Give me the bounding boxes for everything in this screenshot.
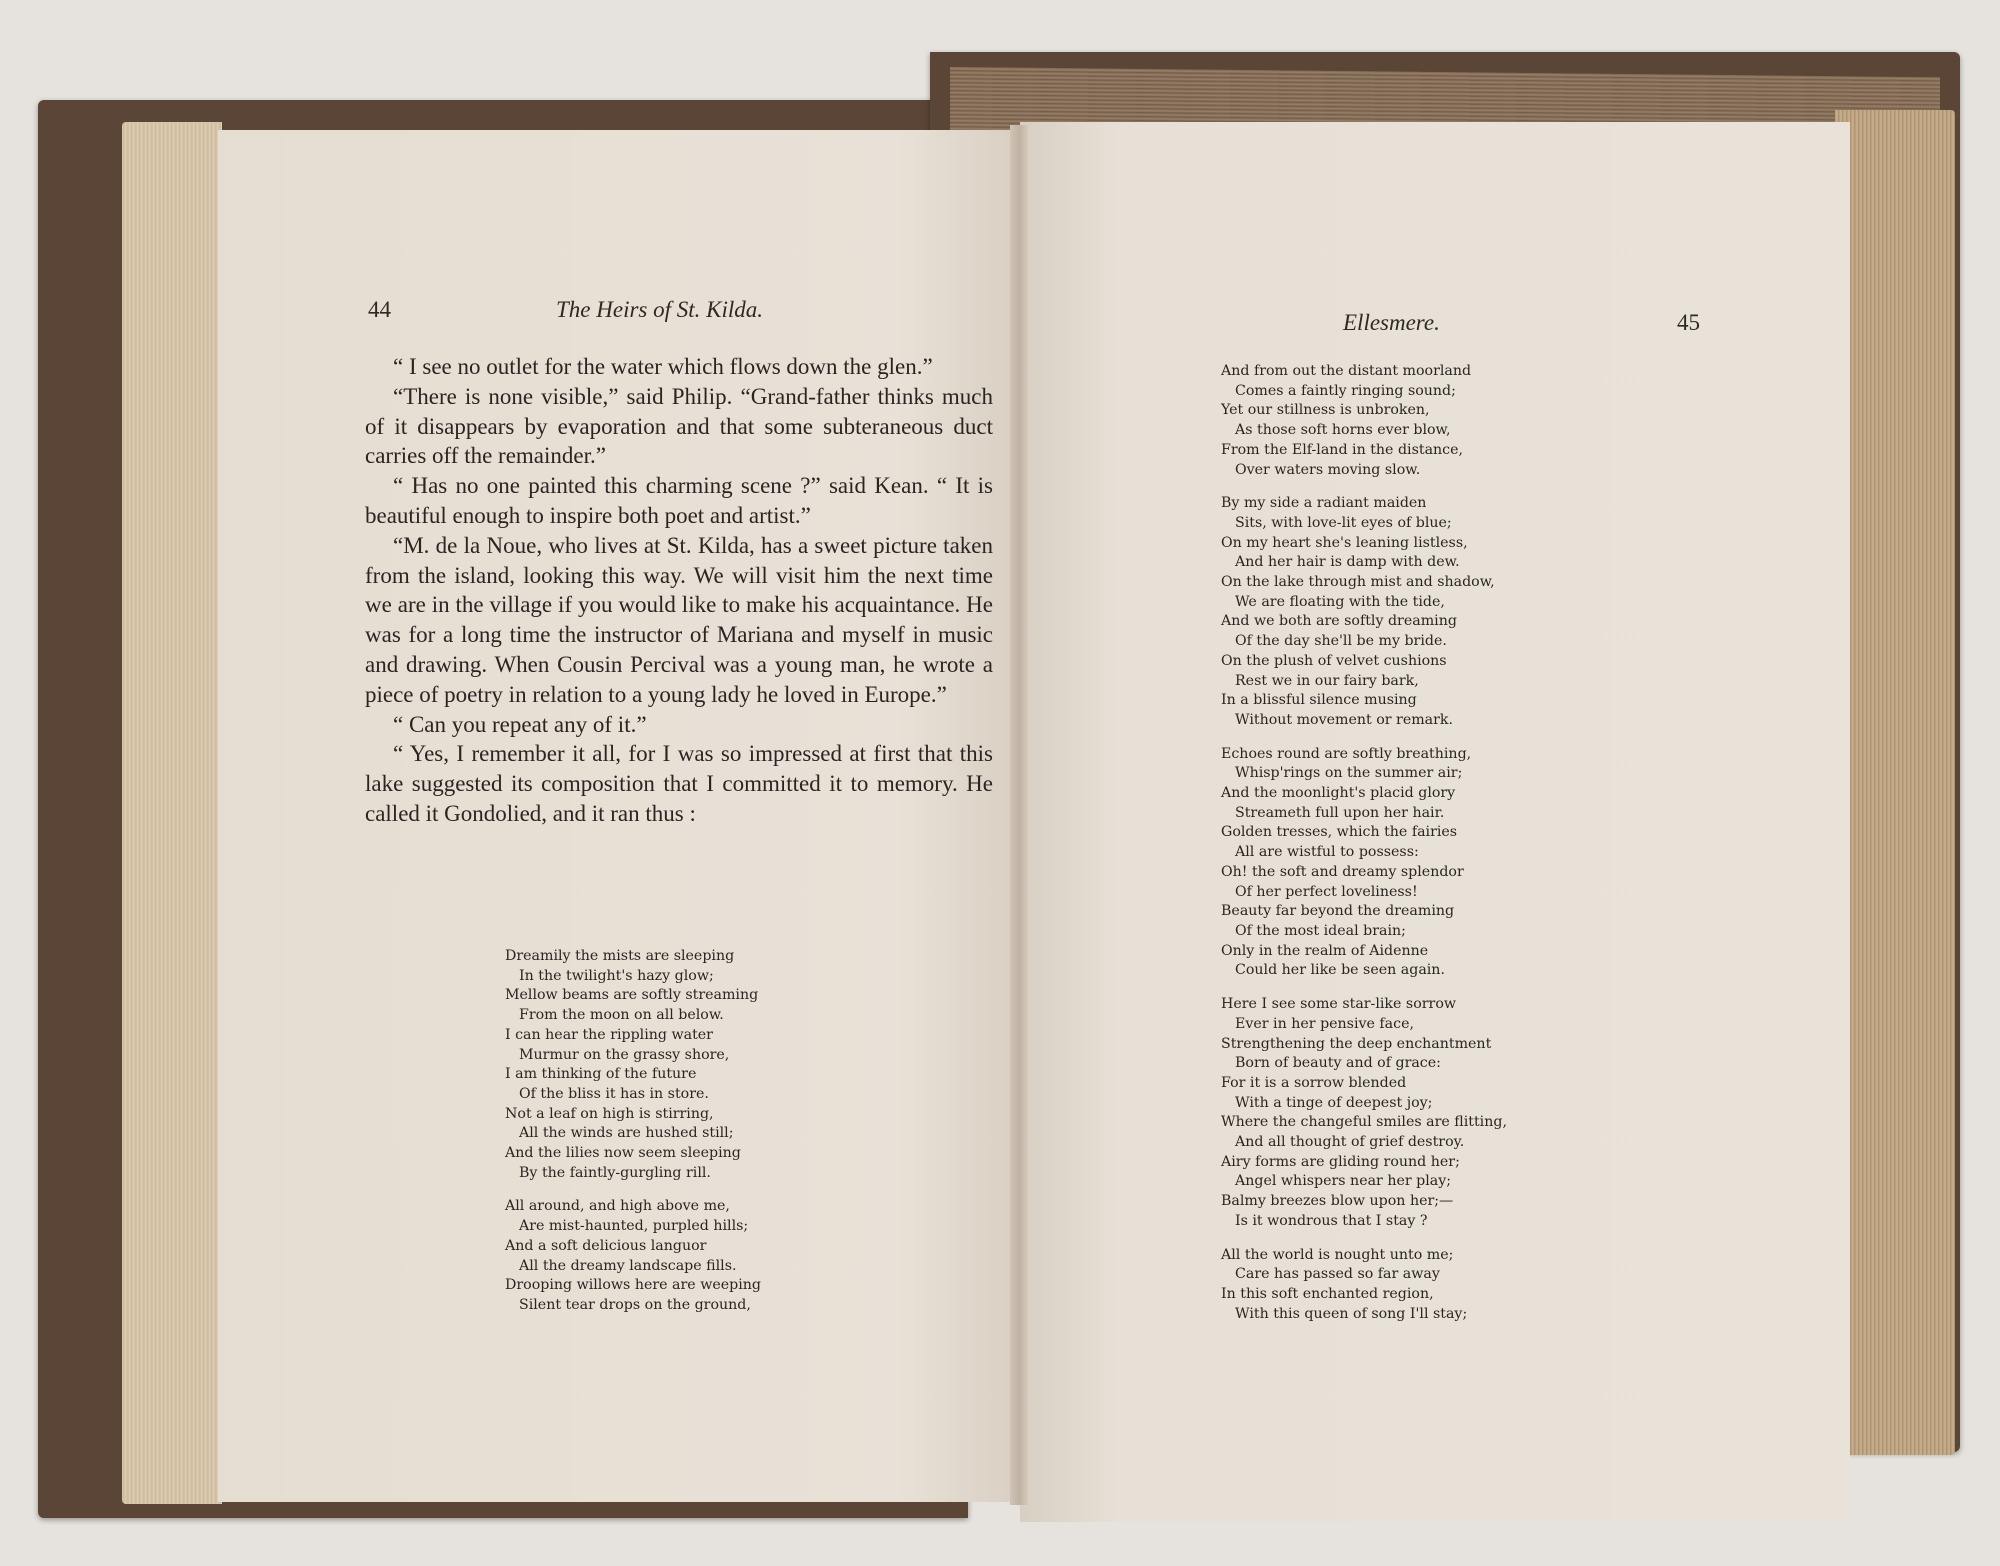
poem-line: Without movement or remark.: [1235, 711, 1454, 728]
poem-line: From the moon on all below.: [519, 1007, 724, 1024]
poem-stanza: [1221, 1246, 1507, 1325]
poem-line: Comes a faintly ringing sound;: [1235, 382, 1456, 399]
poem-line: Sits, with love-lit eyes of blue;: [1235, 514, 1452, 531]
left-prose: [365, 352, 993, 829]
poem-line: And the lilies now seem sleeping: [505, 1145, 741, 1162]
paragraph: “There is none visible,” said Philip. “Grand-father thinks much of it disappears by evaporation and that some subteraneous duct carries off the remainder.”: [365, 383, 993, 469]
poem-line: As those soft horns ever blow,: [1235, 422, 1451, 439]
poem-line: And the moonlight's placid glory: [1221, 785, 1456, 802]
poem-stanza: [1221, 995, 1507, 1231]
right-running-title: Ellesmere.: [1343, 310, 1440, 335]
poem-line: Angel whispers near her play;: [1235, 1173, 1452, 1190]
poem-line: All the dreamy landscape fills.: [519, 1257, 737, 1274]
poem-line: With this queen of song I'll stay;: [1235, 1305, 1468, 1322]
poem-line: On the lake through mist and shadow,: [1221, 574, 1495, 591]
poem-line: All the winds are hushed still;: [519, 1125, 734, 1142]
poem-line: And we both are softly dreaming: [1221, 613, 1457, 630]
paragraph: “ Can you repeat any of it.”: [393, 711, 647, 737]
paragraph: “M. de la Noue, who lives at St. Kilda, has a sweet picture taken from the island, looking this way. We will visit him the next time we are in the village if you would like to make his acquaintance. He was for a long time the instructor of Mariana and myself in music and drawing. When Cousin Percival was a young man, he wrote a piece of poetry in relation to a young lady he loved in Europe.”: [365, 532, 993, 707]
poem-line: From the Elf-land in the distance,: [1221, 441, 1464, 458]
right-page-number: 45: [1677, 310, 1700, 335]
poem-line: Balmy breezes blow upon her;—: [1221, 1193, 1454, 1210]
paragraph: “ I see no outlet for the water which flows down the glen.”: [393, 354, 933, 379]
right-poem: [1221, 362, 1507, 1324]
poem-line: Here I see some star-like sorrow: [1221, 996, 1457, 1013]
poem-line: Of the most ideal brain;: [1235, 922, 1406, 939]
page-edges-right: [1835, 110, 1955, 1455]
poem-stanza: [1221, 494, 1507, 730]
page-edges-left: [122, 122, 222, 1504]
poem-line: In this soft enchanted region,: [1221, 1285, 1434, 1302]
poem-line: Golden tresses, which the fairies: [1221, 824, 1458, 841]
paragraph: “ Yes, I remember it all, for I was so impressed at first that this lake suggested its composition that I committed it to memory. He called it Gondolied, and it ran thus :: [365, 741, 993, 826]
poem-line: All are wistful to possess:: [1235, 844, 1419, 861]
poem-line: With a tinge of deepest joy;: [1235, 1094, 1433, 1111]
poem-line: Of her perfect loveliness!: [1235, 883, 1418, 900]
poem-line: I can hear the rippling water: [505, 1026, 713, 1043]
poem-line: Over waters moving slow.: [1235, 461, 1421, 478]
poem-stanza: [1221, 745, 1507, 981]
poem-line: All the world is nought unto me;: [1221, 1246, 1454, 1263]
poem-line: On the plush of velvet cushions: [1221, 652, 1447, 669]
paragraph: “ Has no one painted this charming scene ?” said Kean. “ It is beautiful enough to inspire both poet and artist.”: [365, 473, 993, 528]
left-running-title: The Heirs of St. Kilda.: [556, 297, 764, 322]
poem-line: Yet our stillness is unbroken,: [1221, 402, 1430, 419]
poem-line: Airy forms are gliding round her;: [1221, 1153, 1460, 1170]
poem-line: In a blissful silence musing: [1221, 692, 1417, 709]
poem-line: Strengthening the deep enchantment: [1221, 1035, 1492, 1052]
poem-line: Silent tear drops on the ground,: [519, 1296, 751, 1313]
poem-line: Streameth full upon her hair.: [1235, 804, 1445, 821]
poem-line: Are mist-haunted, purpled hills;: [519, 1218, 749, 1235]
poem-line: Where the changeful smiles are flitting,: [1221, 1114, 1507, 1131]
poem-line: Ever in her pensive face,: [1235, 1015, 1414, 1032]
poem-line: For it is a sorrow blended: [1221, 1074, 1407, 1091]
poem-line: Not a leaf on high is stirring,: [505, 1105, 714, 1122]
poem-line: Beauty far beyond the dreaming: [1221, 903, 1455, 920]
poem-stanza: [505, 1197, 761, 1315]
poem-line: Is it wondrous that I stay ?: [1235, 1212, 1428, 1229]
book-gutter: [1010, 125, 1028, 1505]
poem-line: Mellow beams are softly streaming: [505, 987, 759, 1004]
poem-line: Of the day she'll be my bride.: [1235, 633, 1447, 650]
left-poem: [505, 947, 761, 1316]
poem-line: Of the bliss it has in store.: [519, 1085, 709, 1102]
poem-line: On my heart she's leaning listless,: [1221, 534, 1468, 551]
poem-line: Rest we in our fairy bark,: [1235, 672, 1419, 689]
left-page-number: 44: [368, 297, 391, 322]
poem-line: Could her like be seen again.: [1235, 962, 1445, 979]
poem-stanza: [505, 947, 761, 1183]
poem-line: By the faintly-gurgling rill.: [519, 1164, 711, 1181]
poem-line: Drooping willows here are weeping: [505, 1277, 761, 1294]
poem-line: And all thought of grief destroy.: [1235, 1134, 1465, 1151]
poem-stanza: [1221, 362, 1507, 480]
poem-line: And a soft delicious languor: [505, 1237, 707, 1254]
poem-line: Care has passed so far away: [1235, 1266, 1440, 1283]
poem-line: By my side a radiant maiden: [1221, 495, 1427, 512]
poem-line: All around, and high above me,: [505, 1198, 730, 1215]
poem-line: Only in the realm of Aidenne: [1221, 942, 1429, 959]
poem-line: Born of beauty and of grace:: [1235, 1055, 1441, 1072]
poem-line: And her hair is damp with dew.: [1235, 554, 1460, 571]
poem-line: We are floating with the tide,: [1235, 593, 1445, 610]
poem-line: Whisp'rings on the summer air;: [1235, 765, 1463, 782]
poem-line: And from out the distant moorland: [1221, 363, 1472, 379]
poem-line: I am thinking of the future: [505, 1066, 697, 1083]
poem-line: Dreamily the mists are sleeping: [505, 948, 735, 964]
poem-line: In the twilight's hazy glow;: [519, 967, 714, 984]
poem-line: Oh! the soft and dreamy splendor: [1221, 863, 1464, 880]
poem-line: Echoes round are softly breathing,: [1221, 745, 1472, 762]
poem-line: Murmur on the grassy shore,: [519, 1046, 730, 1063]
